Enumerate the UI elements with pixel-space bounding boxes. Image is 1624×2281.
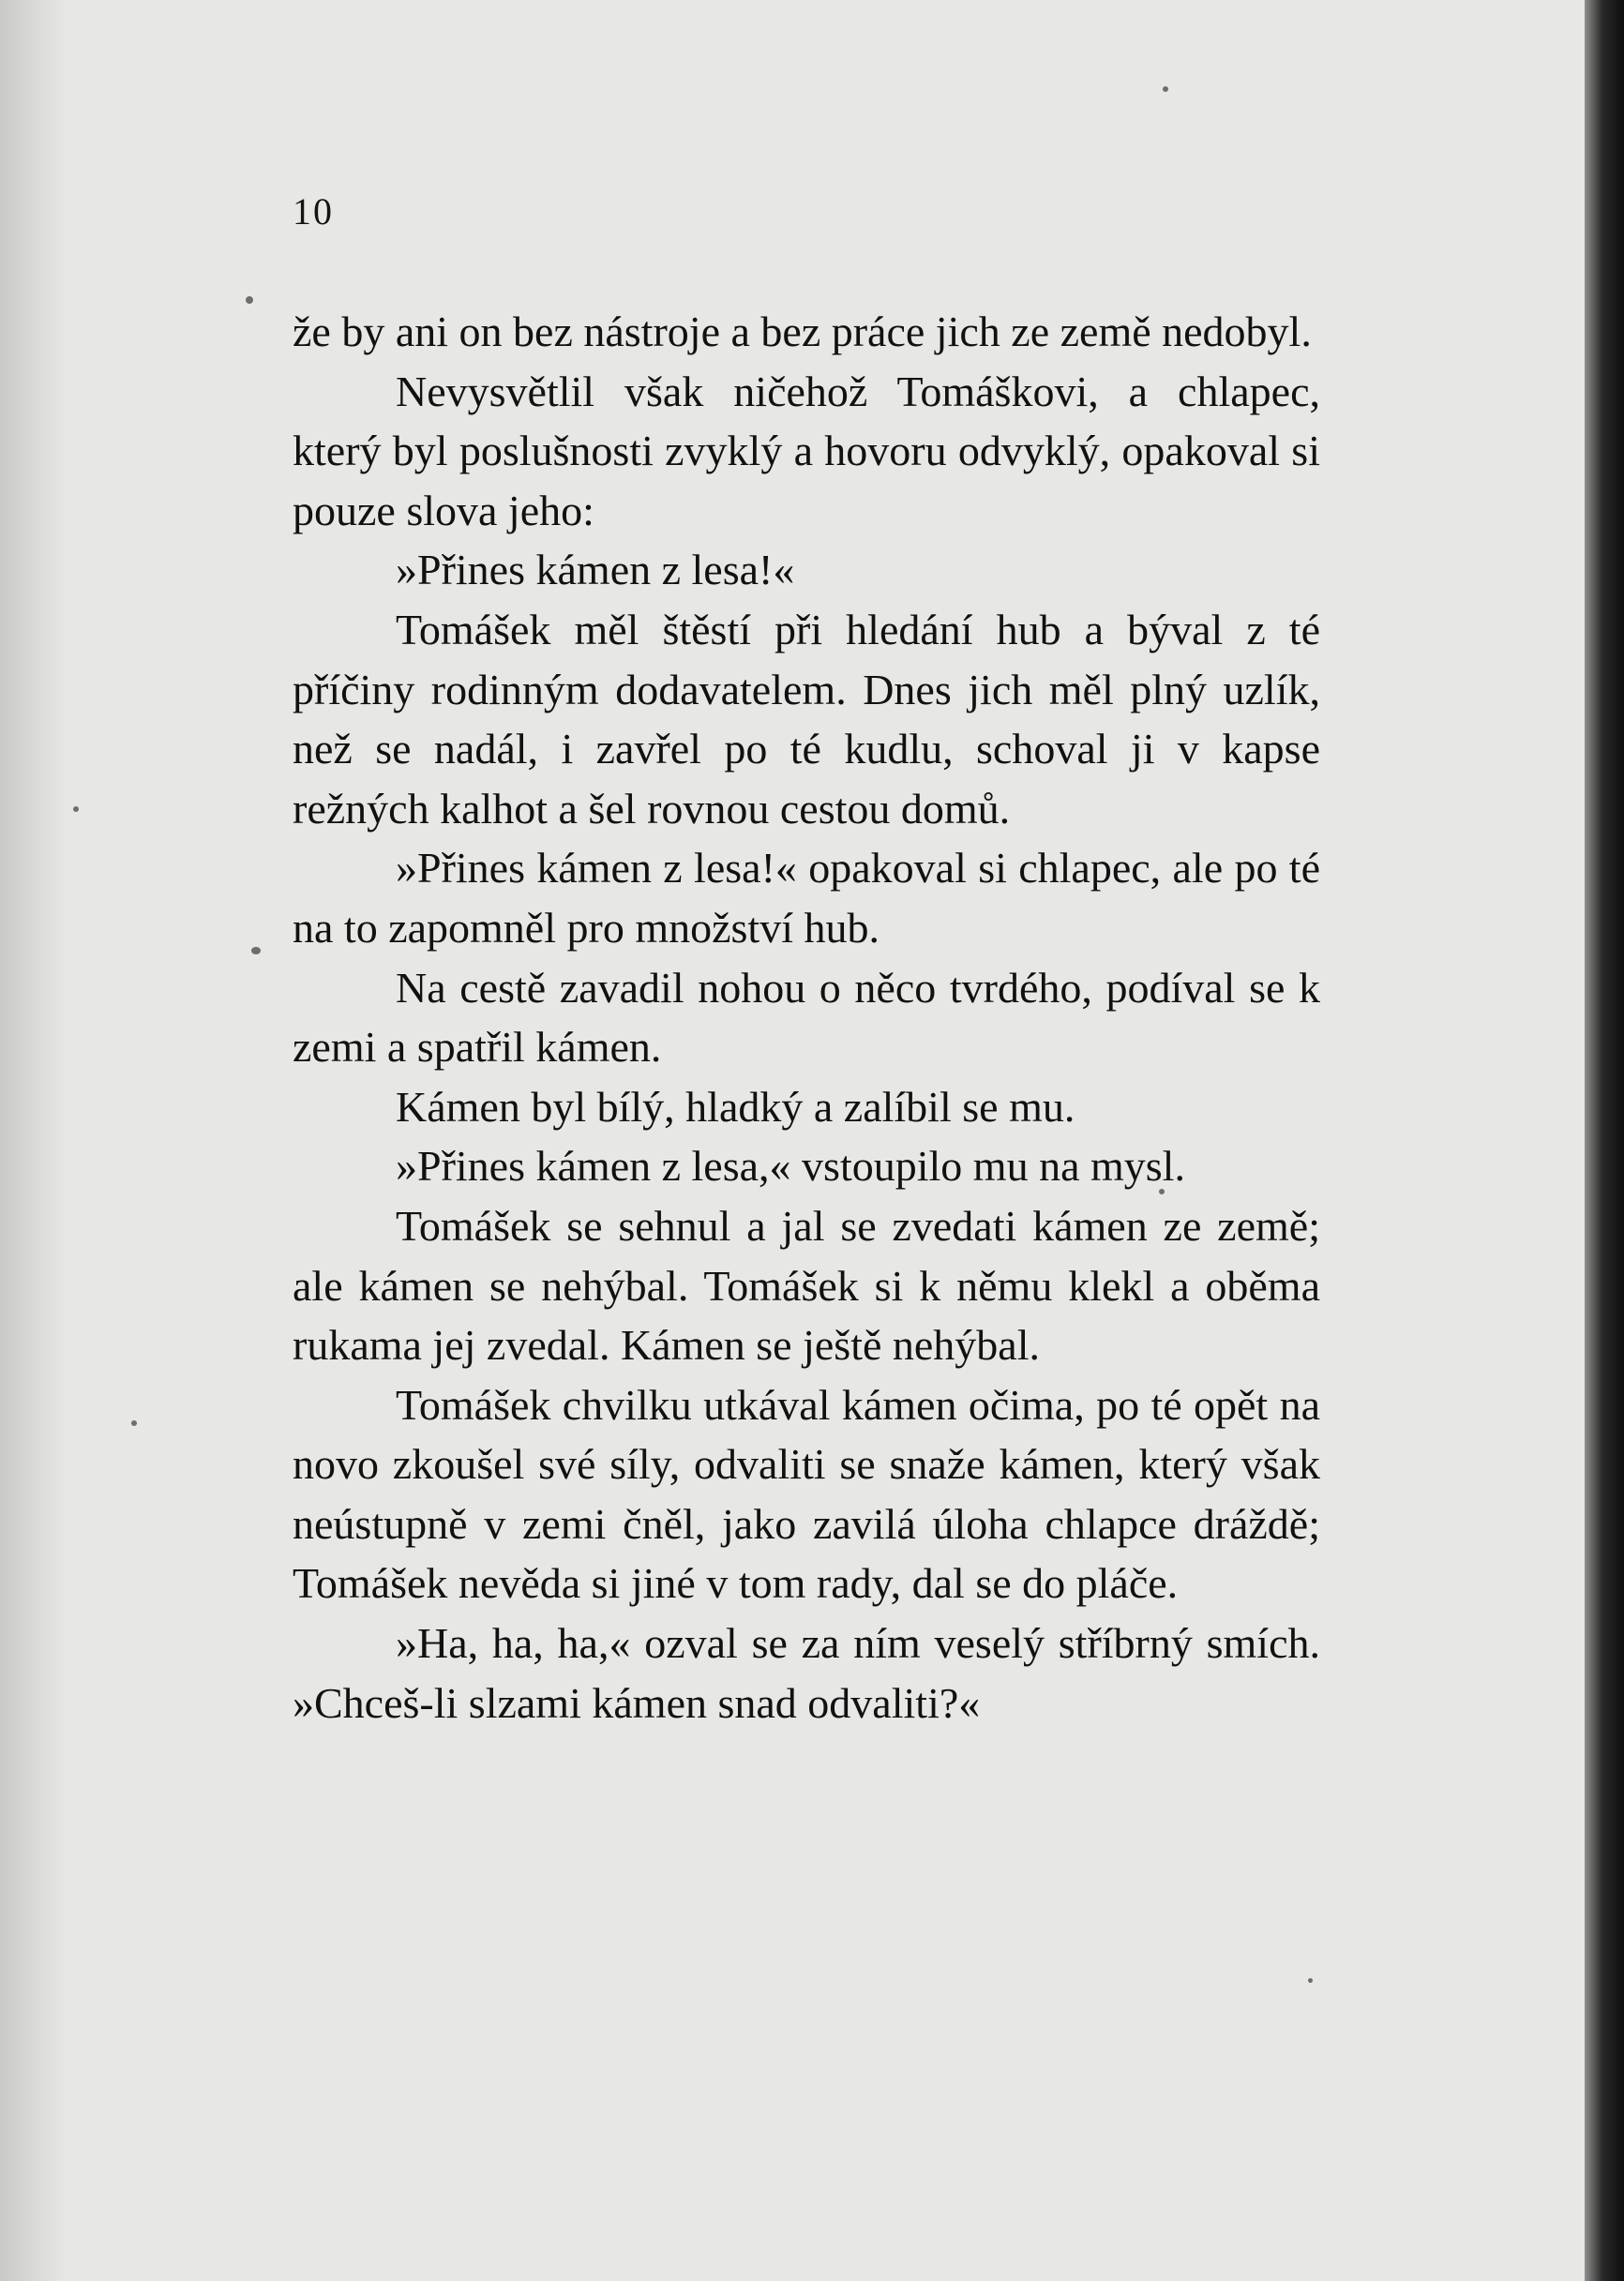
paragraph: Na cestě zavadil nohou o něco tvrdého, podíval se k zemi a spatřil kámen. [293,963,1320,1072]
paragraph: Nevysvětlil však ničehož Tomáškovi, a chlapec, který byl poslušnosti zvyklý a hovoru odvyklý, opakoval si pouze slova jeho: [293,367,1320,534]
page-number: 10 [293,190,334,233]
paragraph: Kámen byl bílý, hladký a zalíbil se mu. [396,1082,1075,1131]
paper-speck [246,296,253,304]
book-spine-edge [1585,0,1624,2281]
paper-speck [1308,1978,1313,1983]
paper-speck [251,947,261,954]
paragraph: »Přines kámen z lesa!« opakoval si chlapec, ale po té na to zapomněl pro množství hub. [293,844,1320,952]
paper-speck [131,1420,137,1426]
paper-speck [1163,86,1168,92]
paragraph: Tomášek chvilku utkával kámen očima, po té opět na novo zkoušel své síly, odvaliti se snaže kámen, který však neústupně v zemi čněl, jako zavilá úloha chlapce dráždě; Tomášek nevěda si jiné v tom rady, dal se do pláče. [293,1380,1320,1608]
paragraph: Tomášek se sehnul a jal se zvedati kámen ze země; ale kámen se nehýbal. Tomášek si k němu klekl a oběma rukama jej zvedal. Kámen se ještě nehýbal. [293,1201,1320,1370]
paper-speck [73,806,79,812]
paragraph: »Přines kámen z lesa!« [396,546,795,594]
body-text [293,302,1320,1733]
paragraph: »Přines kámen z lesa,« vstoupilo mu na mysl. [396,1142,1185,1191]
paragraph: »Ha, ha, ha,« ozval se za ním veselý stříbrný smích. »Chceš-li slzami kámen snad odvaliti?« [293,1619,1320,1727]
paragraph: Tomášek měl štěstí při hledání hub a býval z té příčiny rodinným dodavatelem. Dnes jich měl plný uzlík, než se nadál, i zavřel po té kudlu, schoval ji v kapse režných kalhot a šel rovnou cestou domů. [293,605,1320,833]
paragraph: že by ani on bez nástroje a bez práce jich ze země nedobyl. [293,308,1312,355]
page-gutter-shadow [0,0,66,2281]
